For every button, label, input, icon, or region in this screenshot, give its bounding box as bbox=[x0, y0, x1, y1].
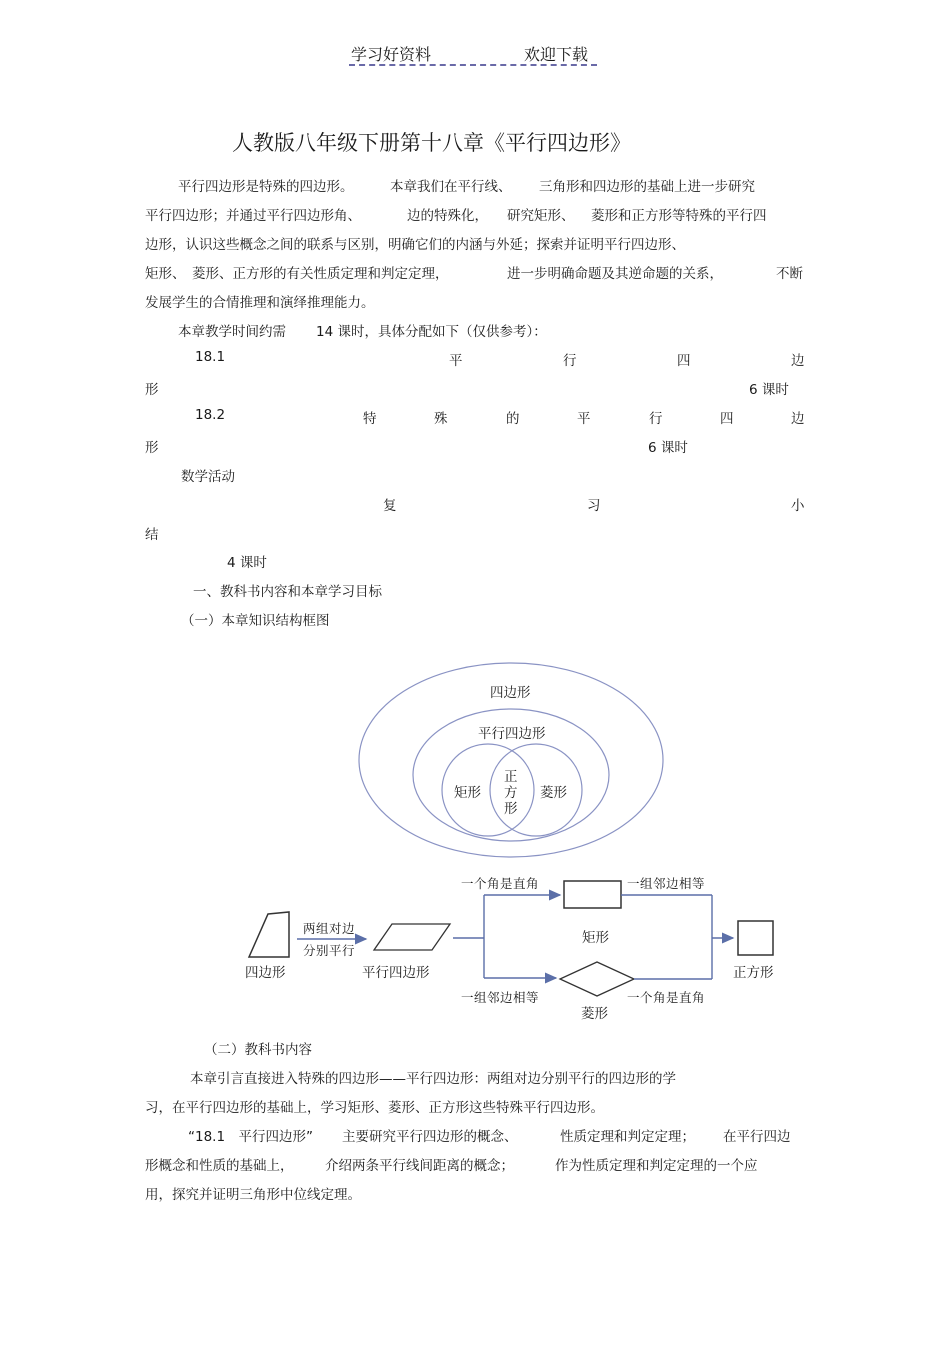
intro-line: 平行四边形是特殊的四边形。 bbox=[178, 179, 354, 195]
schedule-char: 复 bbox=[383, 498, 397, 514]
section-heading: 一、教科书内容和本章学习目标 bbox=[193, 584, 382, 600]
body-line: 本章引言直接进入特殊的四边形——平行四边形：两组对边分别平行的四边形的学 bbox=[190, 1071, 676, 1087]
header-left-text: 学习好资料 bbox=[351, 45, 432, 64]
flow-label-square: 正方形 bbox=[733, 965, 774, 981]
schedule-char: 平 bbox=[449, 353, 463, 369]
schedule-char: 四 bbox=[720, 411, 734, 427]
venn-label-parallelogram: 平行四边形 bbox=[478, 726, 546, 742]
intro-line: 边形，认识这些概念之间的联系与区别，明确它们的内涵与外延；探索并证明平行四边形、 bbox=[145, 237, 685, 253]
flow-label-rectangle: 矩形 bbox=[582, 930, 609, 946]
flow-condition-adjacent-equal: 一组邻边相等 bbox=[461, 990, 540, 1005]
body-line: 习，在平行四边形的基础上，学习矩形、菱形、正方形这些特殊平行四边形。 bbox=[145, 1100, 604, 1116]
schedule-char: 行 bbox=[649, 411, 663, 427]
flow-label-parallelogram: 平行四边形 bbox=[362, 965, 430, 981]
body-line: 作为性质定理和判定定理的一个应 bbox=[555, 1158, 758, 1174]
schedule-char: 边 bbox=[791, 411, 805, 427]
venn-label-rectangle: 矩形 bbox=[454, 785, 481, 801]
flow-condition-right-angle: 一个角是直角 bbox=[627, 990, 706, 1005]
quadrilateral-shape bbox=[249, 912, 289, 957]
body-line: 性质定理和判定定理； bbox=[560, 1129, 695, 1145]
flow-condition-bottom: 分别平行 bbox=[303, 943, 356, 958]
body-line: 形概念和性质的基础上， bbox=[145, 1158, 294, 1174]
schedule-time: 6 课时 bbox=[749, 382, 789, 398]
intro-line: 菱形和正方形等特殊的平行四 bbox=[591, 208, 767, 224]
intro-line: 三角形和四边形的基础上进一步研究 bbox=[539, 179, 755, 195]
schedule-char: 形 bbox=[145, 382, 159, 398]
venn-label-square-char: 形 bbox=[504, 801, 518, 817]
parallelogram-shape bbox=[374, 924, 450, 950]
intro-line: 进一步明确命题及其逆命题的关系， bbox=[507, 266, 723, 282]
venn-label-rhombus: 菱形 bbox=[540, 785, 567, 801]
venn-label-quadrilateral: 四边形 bbox=[490, 685, 531, 701]
schedule-char: 小 bbox=[791, 498, 805, 514]
intro-line: 平行四边形；并通过平行四边形角、 bbox=[145, 208, 361, 224]
intro-line: 矩形、 bbox=[145, 266, 186, 282]
body-line: 在平行四边 bbox=[723, 1129, 791, 1145]
schedule-number: 18.2 bbox=[195, 407, 226, 423]
body-line: “18.1 平行四边形” bbox=[188, 1129, 314, 1145]
subsection-heading: （一）本章知识结构框图 bbox=[181, 613, 330, 629]
flow-label-quadrilateral: 四边形 bbox=[245, 965, 286, 981]
body-line: 介绍两条平行线间距离的概念； bbox=[325, 1158, 514, 1174]
schedule-lead: 14 课时，具体分配如下（仅供参考）： bbox=[316, 324, 547, 340]
schedule-time: 4 课时 bbox=[227, 555, 267, 571]
schedule-char: 平 bbox=[577, 411, 591, 427]
header-right-text: 欢迎下载 bbox=[524, 45, 589, 64]
schedule-char: 的 bbox=[506, 411, 520, 427]
schedule-char: 行 bbox=[563, 353, 577, 369]
flow-condition-adjacent-equal: 一组邻边相等 bbox=[627, 876, 706, 891]
schedule-char: 结 bbox=[145, 527, 159, 543]
square-shape bbox=[738, 921, 773, 955]
intro-line: 边的特殊化， bbox=[407, 208, 488, 224]
rhombus-shape bbox=[560, 962, 634, 996]
schedule-number: 18.1 bbox=[195, 349, 226, 365]
schedule-item: 数学活动 bbox=[181, 469, 235, 485]
schedule-char: 特 bbox=[363, 411, 377, 427]
schedule-char: 边 bbox=[791, 353, 805, 369]
intro-line: 不断 bbox=[776, 266, 803, 282]
flow-label-rhombus: 菱形 bbox=[581, 1006, 608, 1022]
intro-line: 菱形、正方形的有关性质定理和判定定理， bbox=[192, 266, 449, 282]
venn-label-square-char: 方 bbox=[504, 785, 518, 801]
body-line: 主要研究平行四边形的概念、 bbox=[342, 1129, 518, 1145]
flow-condition-right-angle: 一个角是直角 bbox=[461, 876, 540, 891]
intro-line: 本章我们在平行线、 bbox=[390, 179, 512, 195]
schedule-char: 习 bbox=[587, 498, 601, 514]
intro-line: 研究矩形、 bbox=[507, 208, 575, 224]
schedule-char: 四 bbox=[677, 353, 691, 369]
flow-condition-top: 两组对边 bbox=[303, 921, 356, 936]
document-title: 人教版八年级下册第十八章《平行四边形》 bbox=[232, 131, 631, 155]
schedule-char: 形 bbox=[145, 440, 159, 456]
schedule-char: 殊 bbox=[434, 411, 448, 427]
rectangle-shape bbox=[564, 881, 621, 908]
schedule-time: 6 课时 bbox=[648, 440, 688, 456]
venn-label-square-char: 正 bbox=[504, 769, 518, 785]
schedule-lead: 本章教学时间约需 bbox=[178, 324, 286, 340]
intro-line: 发展学生的合情推理和演绎推理能力。 bbox=[145, 295, 375, 311]
subsection-heading: （二）教科书内容 bbox=[204, 1042, 312, 1058]
body-line: 用，探究并证明三角形中位线定理。 bbox=[145, 1187, 361, 1203]
